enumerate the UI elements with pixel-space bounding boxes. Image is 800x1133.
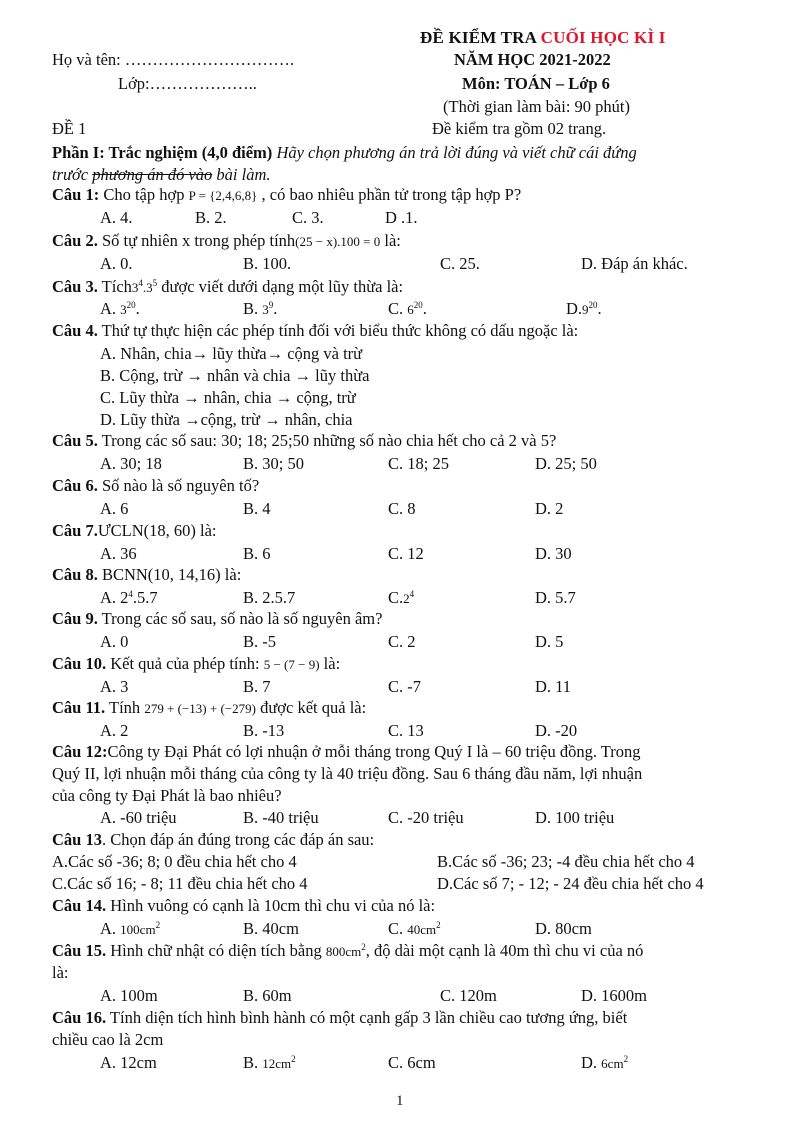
q7-option-a: A. 36: [100, 544, 137, 563]
question-label: Câu 15.: [52, 941, 107, 960]
q16-option-c: C. 6cm: [388, 1053, 436, 1072]
question-text: Trong các số sau, số nào là số nguyên âm?: [97, 609, 383, 628]
question-3: [52, 275, 800, 299]
question-12-line3: của công ty Đại Phát là bao nhiêu?: [52, 786, 282, 805]
math-exponent: 5: [152, 278, 158, 288]
q6-option-a: A. 6: [100, 499, 129, 518]
question-10: [52, 652, 800, 676]
option-letter: D.: [566, 299, 583, 318]
q9-option-d: D. 5: [535, 632, 564, 651]
math-exponent: 2: [623, 1054, 629, 1064]
math-base: 3: [120, 302, 127, 317]
math-base: 12cm: [262, 1056, 292, 1071]
math-base: .3: [142, 280, 153, 295]
q6-option-c: C. 8: [388, 499, 416, 518]
question-text: BCNN(10, 14,16) là:: [97, 565, 242, 584]
question-15: [52, 939, 800, 963]
question-label: Câu 5.: [52, 431, 98, 450]
question-text-end: là:: [380, 231, 401, 250]
question-text: Tính diện tích hình bình hành có một cạnh gấp 3 lần chiều cao tương ứng, biết: [106, 1008, 628, 1027]
question-text-end: , có bao nhiêu phần tử trong tập hợp P?: [257, 185, 522, 204]
question-text: Hình vuông có cạnh là 10cm thì chu vi của nó là:: [106, 896, 436, 915]
school-year: NĂM HỌC 2021-2022: [454, 50, 611, 69]
math-base: 100cm: [120, 922, 156, 937]
q1-option-d: D .1.: [385, 208, 418, 227]
q13-option-b: B.Các số -36; 23; -4 đều chia hết cho 4: [437, 852, 695, 871]
math-exponent: 20: [588, 300, 598, 310]
q9-option-c: C. 2: [388, 632, 416, 651]
math-exponent: 20: [413, 300, 423, 310]
math-base: 3: [262, 302, 269, 317]
q4-option-d: D. Lũy thừa →cộng, trừ → nhân, chia: [100, 410, 353, 429]
math-exponent: 4: [128, 589, 133, 599]
option-letter: C.: [388, 919, 408, 938]
question-11: [52, 696, 800, 720]
q10-option-a: A. 3: [100, 677, 129, 696]
question-label: Câu 3.: [52, 277, 98, 296]
question-label: Câu 12:: [52, 742, 108, 761]
math-expression: (25 − x).100 = 0: [295, 234, 381, 249]
question-label: Câu 11.: [52, 698, 106, 717]
question-text: Thứ tự thực hiện các phép tính đối với biểu thức không có dấu ngoặc là:: [97, 321, 579, 340]
question-label: Câu 16.: [52, 1008, 107, 1027]
question-text-end: được kết quả là:: [255, 698, 367, 717]
math-base: 2: [403, 591, 410, 606]
q4-option-b: B. Cộng, trừ → nhân và chia → lũy thừa: [100, 366, 370, 385]
question-label: Câu 6.: [52, 476, 98, 495]
q10-option-c: C. -7: [388, 677, 421, 696]
math-base: 40cm: [407, 922, 437, 937]
q14-option-a: [100, 917, 160, 941]
math-exponent: 2: [291, 1054, 296, 1064]
math-exponent: 2: [361, 942, 366, 952]
part1-title: Phần I: Trắc nghiệm (4,0 điểm): [52, 143, 273, 162]
exam-title-prefix: ĐỀ KIỂM TRA: [420, 28, 541, 47]
math-base: 3: [131, 280, 139, 295]
option-letter: D.: [581, 1053, 602, 1072]
option-letter: B.: [243, 299, 263, 318]
question-label: Câu 13: [52, 830, 102, 849]
q2-option-a: A. 0.: [100, 254, 133, 273]
math-exponent: 2: [436, 920, 441, 930]
option-letter: C.: [388, 299, 408, 318]
question-label: Câu 2.: [52, 231, 98, 250]
q13-option-c: C.Các số 16; - 8; 11 đều chia hết cho 4: [52, 874, 308, 893]
q12-option-d: D. 100 triệu: [535, 808, 615, 827]
q10-option-b: B. 7: [243, 677, 271, 696]
question-5: [52, 429, 800, 453]
math-exponent: 2: [155, 920, 161, 930]
q11-option-c: C. 13: [388, 721, 424, 740]
question-12-line2: Quý II, lợi nhuận mỗi tháng của công ty là 40 triệu đồng. Sau 6 tháng đầu năm, lợi nhuận: [52, 764, 643, 783]
option-letter: B.: [243, 1053, 263, 1072]
q14-option-b: B. 40cm: [243, 919, 299, 938]
question-label: Câu 4.: [52, 321, 98, 340]
q8-option-b: B. 2.5.7: [243, 588, 296, 607]
class-field: Lớp:………………..: [118, 74, 257, 93]
question-1: [52, 183, 800, 207]
q2-option-d: D. Đáp án khác.: [581, 254, 688, 273]
question-16: [52, 1006, 800, 1030]
option-text: A. 2: [100, 588, 129, 607]
math-base: 6: [407, 302, 414, 317]
part1-instruction: Hãy chọn phương án trả lời đúng và viết chữ cái đứng: [272, 143, 637, 162]
q1-option-c: C. 3.: [292, 208, 324, 227]
q9-option-b: B. -5: [243, 632, 276, 651]
question-label: Câu 8.: [52, 565, 98, 584]
question-label: Câu 10.: [52, 654, 107, 673]
q12-option-b: B. -40 triệu: [243, 808, 319, 827]
page-number: 1: [396, 1093, 404, 1109]
question-text: ƯCLN(18, 60) là:: [97, 521, 217, 540]
q5-option-c: C. 18; 25: [388, 454, 449, 473]
q9-option-a: A. 0: [100, 632, 129, 651]
question-text: Kết quả của phép tính:: [106, 654, 264, 673]
q7-option-c: C. 12: [388, 544, 424, 563]
math-exponent: 4: [138, 278, 143, 288]
q5-option-a: A. 30; 18: [100, 454, 162, 473]
question-label: Câu 14.: [52, 896, 107, 915]
q8-option-d: D. 5.7: [535, 588, 576, 607]
q3-option-b: [243, 297, 277, 321]
question-9: [52, 607, 800, 631]
question-7: [52, 519, 800, 543]
q12-option-a: A. -60 triệu: [100, 808, 177, 827]
math-expression: [132, 280, 157, 295]
q10-option-d: D. 11: [535, 677, 572, 696]
question-text: Số nào là số nguyên tố?: [97, 476, 260, 495]
option-end: .: [135, 299, 140, 318]
math-expression: P = {2,4,6,8}: [188, 188, 258, 203]
question-6: [52, 474, 800, 498]
q2-option-b: B. 100.: [243, 254, 292, 273]
q14-option-c: [388, 917, 441, 941]
q2-option-c: C. 25.: [440, 254, 480, 273]
question-text: Trong các số sau: 30; 18; 25;50 những số nào chia hết cho cả 2 và 5?: [97, 431, 557, 450]
question-16-line2: chiều cao là 2cm: [52, 1030, 164, 1049]
q3-option-d: [566, 297, 602, 321]
q15-option-b: B. 60m: [243, 986, 292, 1005]
q16-option-b: [243, 1051, 296, 1075]
exam-title-highlight: CUỐI HỌC KÌ I: [540, 28, 666, 47]
math-base: 6cm: [601, 1056, 624, 1071]
question-text: Hình chữ nhật có diện tích bằng: [106, 941, 326, 960]
math-exponent: 20: [126, 300, 136, 310]
subject: Môn: TOÁN – Lớp 6: [462, 74, 610, 93]
option-letter: A.: [100, 299, 121, 318]
option-letter: C.: [388, 588, 404, 607]
q15-option-a: A. 100m: [100, 986, 158, 1005]
question-text-end: được viết dưới dạng một lũy thừa là:: [157, 277, 404, 296]
q14-option-d: D. 80cm: [535, 919, 592, 938]
q15-option-c: C. 120m: [440, 986, 497, 1005]
part1-heading: [52, 141, 800, 165]
q4-option-c: C. Lũy thừa → nhân, chia → cộng, trừ: [100, 388, 356, 407]
q7-option-b: B. 6: [243, 544, 271, 563]
q4-option-a: A. Nhân, chia→ lũy thừa→ cộng và trừ: [100, 344, 363, 363]
question-text: Công ty Đại Phát có lợi nhuận ở mỗi tháng trong Quý I là – 60 triệu đồng. Trong: [107, 742, 641, 761]
instruction-struck-text: phương án đó vào: [92, 165, 213, 184]
question-text: Số tự nhiên x trong phép tính: [97, 231, 296, 250]
question-15-line2: là:: [52, 963, 69, 982]
question-14: [52, 894, 800, 918]
student-name-field: Họ và tên: ………………………….: [52, 50, 294, 69]
question-text-end: là:: [319, 654, 341, 673]
math-expression: 279 + (−13) + (−279): [144, 701, 256, 716]
q6-option-b: B. 4: [243, 499, 271, 518]
question-text: Cho tập hợp: [99, 185, 189, 204]
q11-option-b: B. -13: [243, 721, 285, 740]
question-4: [52, 319, 800, 343]
question-8: [52, 563, 800, 587]
pages-note: Đề kiểm tra gồm 02 trang.: [432, 119, 607, 138]
q7-option-d: D. 30: [535, 544, 572, 563]
option-letter: A.: [100, 919, 121, 938]
question-label: Câu 7.: [52, 521, 98, 540]
q1-option-a: A. 4.: [100, 208, 133, 227]
q3-option-a: [100, 297, 140, 321]
option-end: .: [597, 299, 602, 318]
math-base: 9: [582, 302, 589, 317]
q1-option-b: B. 2.: [195, 208, 227, 227]
question-label: Câu 9.: [52, 609, 98, 628]
question-12: [52, 740, 800, 764]
question-2: [52, 229, 800, 253]
q13-option-d: D.Các số 7; - 12; - 24 đều chia hết cho 4: [437, 874, 704, 893]
question-text: . Chọn đáp án đúng trong các đáp án sau:: [101, 830, 375, 849]
duration: (Thời gian làm bài: 90 phút): [443, 97, 630, 116]
q16-option-d: [581, 1051, 628, 1075]
q13-option-a: A.Các số -36; 8; 0 đều chia hết cho 4: [52, 852, 297, 871]
question-text-end: , độ dài một cạnh là 40m thì chu vi của nó: [365, 941, 644, 960]
q11-option-a: A. 2: [100, 721, 129, 740]
q12-option-c: C. -20 triệu: [388, 808, 464, 827]
question-13: [52, 828, 800, 852]
exam-code: ĐỀ 1: [52, 119, 87, 138]
math-exponent: 4: [409, 589, 415, 599]
option-end: .: [273, 299, 278, 318]
math-base: 800cm: [325, 944, 362, 959]
math-expression: 5 − (7 − 9): [263, 657, 320, 672]
q16-option-a: A. 12cm: [100, 1053, 157, 1072]
math-exponent: 9: [268, 300, 274, 310]
option-end: .: [422, 299, 427, 318]
q11-option-d: D. -20: [535, 721, 578, 740]
q3-option-c: [388, 297, 427, 321]
question-text: Tích: [97, 277, 132, 296]
q6-option-d: D. 2: [535, 499, 564, 518]
q15-option-d: D. 1600m: [581, 986, 647, 1005]
exam-title: [420, 28, 666, 48]
option-end: .5.7: [132, 588, 158, 607]
instruction-text-end: bài làm.: [212, 165, 271, 184]
q5-option-b: B. 30; 50: [243, 454, 304, 473]
instruction-text: trước: [52, 165, 93, 184]
q5-option-d: D. 25; 50: [535, 454, 597, 473]
question-label: Câu 1:: [52, 185, 100, 204]
question-text: Tính: [105, 698, 145, 717]
